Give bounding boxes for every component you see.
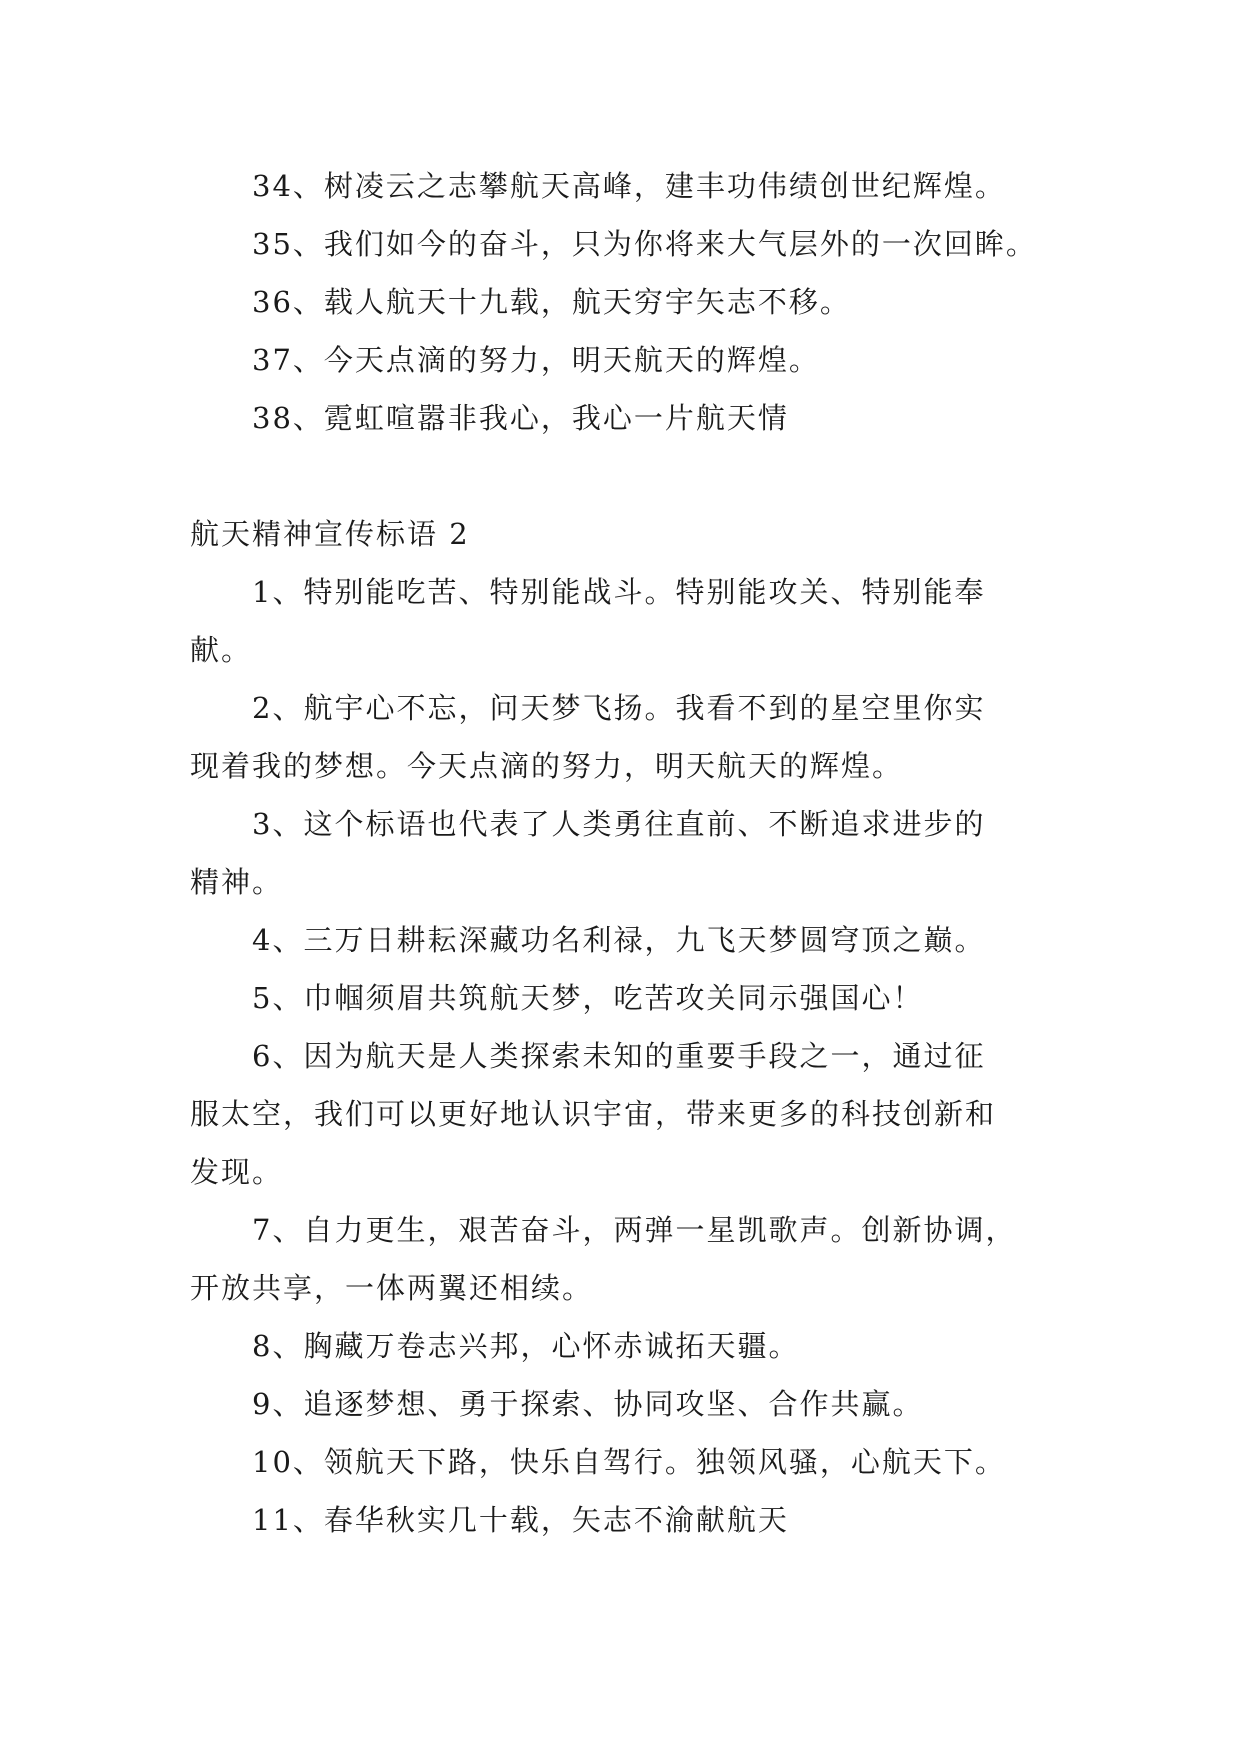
slogan-item-34: 34、树凌云之志攀航天高峰，建丰功伟绩创世纪辉煌。 [252,169,1006,203]
slogan-line: 现着我的梦想。今天点滴的努力，明天航天的辉煌。 [190,749,904,783]
slogan-line: 5、巾帼须眉共筑航天梦，吃苦攻关同示强国心！ [252,981,924,1015]
slogan-line: 11、春华秋实几十载，矢志不渝献航天 [252,1503,789,1537]
slogan-line: 发现。 [190,1155,284,1189]
slogan-line: 2、航宇心不忘，问天梦飞扬。我看不到的星空里你实 [252,691,986,725]
section-title: 航天精神宣传标语 2 [190,517,470,551]
slogan-line: 精神。 [190,865,284,899]
slogan-item-38: 38、霓虹喧嚣非我心，我心一片航天情 [252,401,789,435]
slogan-line: 9、追逐梦想、勇于探索、协同攻坚、合作共赢。 [252,1387,924,1421]
slogan-line: 开放共享，一体两翼还相续。 [190,1271,594,1305]
slogan-line: 服太空，我们可以更好地认识宇宙，带来更多的科技创新和 [190,1097,997,1131]
slogan-line: 3、这个标语也代表了人类勇往直前、不断追求进步的 [252,807,986,841]
slogan-line: 8、胸藏万卷志兴邦，心怀赤诚拓天疆。 [252,1329,800,1363]
slogan-line: 4、三万日耕耘深藏功名利禄，九飞天梦圆穹顶之巅。 [252,923,986,957]
slogan-line: 7、自力更生，艰苦奋斗，两弹一星凯歌声。创新协调， [252,1213,1017,1247]
slogan-item-37: 37、今天点滴的努力，明天航天的辉煌。 [252,343,820,377]
slogan-line: 6、因为航天是人类探索未知的重要手段之一，通过征 [252,1039,986,1073]
slogan-item-35: 35、我们如今的奋斗，只为你将来大气层外的一次回眸。 [252,227,1037,261]
slogan-line: 1、特别能吃苦、特别能战斗。特别能攻关、特别能奉 [252,575,986,609]
slogan-line: 献。 [190,633,253,667]
slogan-line: 10、领航天下路，快乐自驾行。独领风骚，心航天下。 [252,1445,1006,1479]
slogan-item-36: 36、载人航天十九载，航天穷宇矢志不移。 [252,285,851,319]
